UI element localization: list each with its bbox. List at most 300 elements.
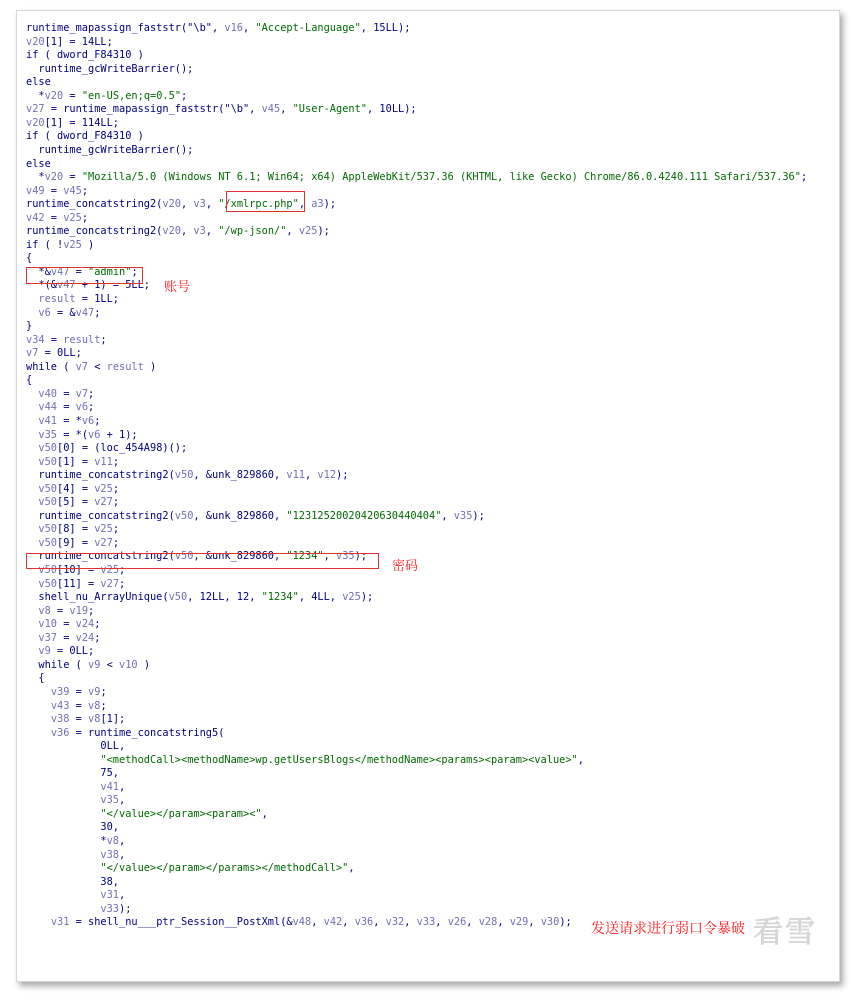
code-token: "12312520020420630440404"	[286, 509, 442, 522]
code-token: <	[88, 360, 107, 373]
code-token: shell_nu_ArrayUnique(	[26, 591, 169, 604]
code-token: runtime_concatstring2(	[26, 225, 163, 238]
code-line	[26, 495, 119, 509]
code-token: ,	[261, 807, 268, 820]
code-token: ,	[119, 794, 126, 807]
code-token: if	[26, 130, 39, 143]
code-token: {	[26, 252, 33, 265]
code-token: =	[69, 713, 89, 726]
code-token: );	[323, 198, 337, 211]
code-token: , &unk_829860,	[193, 509, 287, 522]
code-token	[26, 578, 38, 590]
code-token: v50	[38, 564, 58, 576]
code-token: );	[336, 469, 349, 482]
code-token: [1] = 14LL;	[44, 35, 113, 48]
code-token: if	[26, 49, 39, 62]
code-token: [1] = 114LL;	[44, 116, 120, 129]
code-token	[26, 618, 38, 630]
code-token: ;	[112, 536, 120, 549]
code-line	[26, 780, 125, 794]
code-token: ,	[342, 916, 355, 929]
code-token: v47	[57, 279, 76, 292]
code-token	[26, 456, 38, 468]
code-token: ,	[298, 198, 312, 211]
code-token: v27	[100, 577, 120, 590]
code-token: v42	[26, 211, 45, 224]
code-token: v27	[26, 103, 45, 116]
code-line	[26, 509, 485, 523]
code-token: v45	[261, 103, 281, 116]
code-token: =	[69, 265, 89, 278]
code-token: ,	[243, 22, 256, 34]
code-token: v11	[94, 455, 113, 468]
code-token: ;	[131, 265, 138, 278]
code-token: *&	[26, 265, 51, 278]
code-token: ,	[404, 916, 417, 929]
code-token: v12	[317, 469, 337, 482]
code-token: "Mozilla/5.0 (Windows NT 6.1; Win64; x64) AppleWebKit/537.36 (KHTML, like Gecko) Chrome/86.0.4240.111 Safari/537.36"	[81, 171, 801, 184]
code-token: v29	[509, 916, 529, 929]
code-token: ;	[112, 496, 120, 509]
code-token: v34	[26, 333, 45, 346]
code-token: =	[44, 184, 64, 197]
code-line	[26, 292, 119, 306]
code-token: v43	[50, 699, 70, 712]
code-token: ;	[112, 482, 120, 495]
code-token: <	[100, 658, 120, 671]
code-line	[26, 861, 355, 875]
code-token: v24	[75, 618, 95, 631]
code-token: v38	[100, 848, 120, 861]
code-token: v10	[119, 658, 138, 671]
password-annotation: 密码	[392, 559, 419, 574]
code-token	[26, 632, 38, 644]
code-token	[26, 605, 38, 617]
code-token: ,	[435, 916, 448, 929]
code-token: [5] =	[57, 496, 95, 509]
code-token: v6	[88, 428, 101, 441]
code-token	[26, 862, 100, 874]
code-token: =	[57, 401, 76, 414]
code-token: v25	[63, 211, 82, 224]
code-token	[26, 849, 100, 861]
code-line	[26, 211, 88, 225]
code-line	[26, 157, 51, 171]
code-line	[26, 387, 94, 401]
code-token: v9	[88, 685, 101, 698]
code-token: "Accept-Language"	[255, 22, 361, 34]
code-token: (	[69, 658, 89, 671]
code-token: , 12LL, 12,	[187, 591, 262, 604]
code-token	[26, 523, 38, 535]
code-token	[26, 401, 38, 413]
code-token: ,	[119, 889, 126, 902]
code-token: v50	[38, 482, 58, 495]
code-token: ,	[577, 753, 584, 766]
code-token: =	[57, 387, 76, 400]
code-token: 38,	[26, 875, 119, 888]
code-token: ,	[323, 550, 337, 563]
code-token: runtime_concatstring2(	[26, 469, 175, 482]
code-line	[26, 360, 156, 374]
code-token: "/wp-json/"	[218, 225, 287, 238]
code-line	[26, 577, 125, 591]
code-token: (	[57, 360, 76, 373]
code-token: "User-Agent"	[292, 103, 368, 116]
code-token: v9	[38, 645, 51, 658]
code-line	[26, 319, 32, 333]
code-line	[26, 793, 125, 807]
code-token: {	[26, 374, 33, 387]
code-token: ,	[497, 916, 510, 929]
code-token: v36	[50, 726, 70, 739]
code-token: v31	[50, 916, 70, 929]
code-token: ,	[441, 509, 454, 522]
code-line	[26, 441, 187, 455]
code-token: [11] =	[57, 577, 101, 590]
code-token: v19	[69, 604, 89, 617]
code-token: v11	[286, 469, 306, 482]
code-token: , 15LL);	[360, 22, 411, 34]
code-line	[26, 170, 807, 184]
code-line	[26, 631, 100, 645]
code-token: ;	[112, 523, 120, 536]
code-token: ,	[205, 198, 219, 211]
code-token	[26, 429, 38, 441]
code-token: );	[119, 902, 132, 915]
code-token: v7	[75, 360, 89, 373]
code-token: v20	[162, 198, 181, 211]
code-token: ;	[800, 171, 808, 184]
code-token: );	[360, 591, 374, 604]
code-token: ( dword_F84310 )	[38, 49, 144, 62]
code-token: v35	[336, 550, 355, 563]
code-token: else	[26, 76, 51, 89]
code-token: v50	[174, 509, 194, 522]
code-token: v50	[38, 455, 58, 468]
code-line	[26, 712, 125, 726]
code-token: *(&	[26, 279, 57, 292]
code-token: ,	[348, 862, 355, 875]
code-line	[26, 522, 119, 536]
code-token: , &unk_829860,	[193, 550, 287, 563]
code-token: ;	[88, 387, 95, 400]
code-token: result	[38, 293, 76, 305]
code-line	[26, 617, 100, 631]
code-line	[26, 915, 572, 929]
code-line	[26, 428, 138, 442]
code-token: v50	[168, 591, 188, 604]
code-token: v33	[100, 902, 120, 915]
code-token: v35	[100, 794, 120, 807]
code-token: v20	[162, 225, 181, 238]
code-token	[26, 794, 100, 806]
code-token: v35	[38, 428, 58, 441]
code-token: v41	[100, 780, 120, 793]
code-line	[26, 888, 125, 902]
code-token: }	[26, 320, 33, 333]
code-token: result	[106, 360, 144, 373]
code-token: );	[472, 509, 485, 522]
code-token: v25	[94, 523, 113, 536]
code-line	[26, 468, 348, 482]
code-token	[26, 754, 100, 766]
code-token: v50	[38, 523, 58, 536]
code-token: [0] = (loc_454A98)();	[57, 442, 188, 455]
code-line	[26, 251, 32, 265]
code-token	[26, 727, 51, 739]
code-line	[26, 116, 119, 130]
code-line	[26, 21, 410, 35]
code-token: = runtime_mapassign_faststr("\b",	[44, 103, 262, 116]
code-token: = 1LL;	[75, 293, 120, 305]
code-token: "</value></param></params></methodCall>"	[100, 862, 349, 875]
code-token: 30,	[26, 821, 119, 834]
code-token: v25	[100, 564, 120, 576]
code-token: "en-US,en;q=0.5"	[81, 89, 182, 102]
code-token: v25	[63, 238, 82, 251]
code-line	[26, 400, 94, 414]
code-line	[26, 455, 119, 469]
code-token: *	[26, 89, 45, 102]
code-token: v8	[88, 713, 101, 726]
code-token: v50	[38, 577, 58, 590]
code-token	[26, 808, 100, 820]
code-token: v20	[26, 35, 45, 48]
code-line	[26, 644, 94, 658]
code-token: = 0LL;	[38, 347, 82, 360]
code-token: "<methodCall><methodName>wp.getUsersBlogs</methodName><params><param><value>"	[100, 753, 578, 766]
code-token	[26, 916, 51, 928]
code-token: =	[57, 618, 76, 631]
code-token: v39	[50, 685, 70, 698]
account-annotation: 账号	[164, 280, 191, 295]
code-token: ,	[528, 916, 541, 929]
code-token: ;	[119, 564, 126, 576]
code-token: v6	[81, 414, 95, 427]
code-token: v50	[38, 496, 58, 509]
code-token: );	[317, 225, 330, 238]
code-token: ,	[373, 916, 386, 929]
code-line	[26, 482, 119, 496]
bruteforce-annotation: 发送请求进行弱口令暴破	[591, 921, 745, 937]
code-token: ,	[466, 916, 479, 929]
code-line	[26, 224, 330, 238]
code-token: ;	[88, 604, 95, 617]
code-token: v3	[193, 225, 206, 238]
code-token: )	[81, 238, 95, 251]
code-line	[26, 739, 125, 753]
code-token: ,	[286, 225, 299, 238]
code-line	[26, 333, 107, 347]
code-token: )	[143, 360, 157, 373]
code-token: [1];	[100, 713, 126, 726]
code-token: v32	[385, 916, 405, 929]
code-token: ;	[94, 306, 101, 319]
code-token: =	[44, 333, 64, 346]
code-token: = runtime_concatstring5(	[69, 726, 225, 739]
code-line	[26, 820, 119, 834]
code-line	[26, 848, 125, 862]
code-token: v20	[26, 116, 45, 129]
code-token: , 4LL,	[298, 591, 343, 604]
code-token: v3	[193, 198, 206, 211]
code-token: ,	[280, 103, 293, 116]
code-token: [4] =	[57, 482, 95, 495]
code-token: runtime_concatstring2(	[26, 509, 175, 522]
code-token: v16	[224, 22, 243, 34]
code-token: v44	[38, 401, 58, 414]
code-token: v50	[174, 469, 194, 482]
code-line	[26, 590, 373, 604]
code-token: v9	[88, 658, 101, 671]
code-token: v28	[478, 916, 498, 929]
code-token	[26, 442, 38, 454]
code-token: ;	[81, 211, 89, 224]
code-line	[26, 89, 187, 103]
code-token: + 1) = 5LL;	[75, 279, 151, 292]
code-token	[26, 686, 51, 698]
code-line	[26, 671, 45, 685]
code-token: while	[26, 658, 70, 671]
code-token: v40	[38, 387, 58, 400]
code-token: ;	[94, 631, 101, 644]
code-line	[26, 184, 88, 198]
password-highlight-box	[26, 553, 379, 569]
code-token: a3	[311, 198, 324, 211]
code-token: [1] =	[57, 455, 95, 468]
code-line	[26, 604, 94, 618]
code-line	[26, 102, 417, 116]
code-token: );	[354, 550, 368, 563]
code-token: v7	[26, 347, 39, 360]
code-token: v36	[354, 916, 374, 929]
code-token	[26, 483, 38, 495]
code-line	[26, 75, 51, 89]
code-token: ;	[94, 618, 101, 631]
code-token: "1234"	[261, 591, 299, 604]
code-token: , 10LL);	[367, 103, 417, 116]
code-token: v41	[38, 414, 58, 427]
code-token: =	[69, 699, 89, 712]
code-token	[26, 307, 38, 319]
code-token: v25	[94, 482, 113, 495]
code-token: =	[63, 89, 82, 102]
code-token: ;	[100, 685, 107, 698]
code-token	[26, 700, 51, 712]
code-token: v35	[453, 509, 473, 522]
code-token: v25	[298, 225, 318, 238]
code-line	[26, 129, 144, 143]
code-token: ;	[100, 699, 107, 712]
code-token: =	[63, 171, 82, 184]
code-token: ,	[119, 835, 126, 847]
code-token	[26, 496, 38, 508]
code-token: v50	[174, 550, 194, 563]
code-token: , &unk_829860,	[193, 469, 287, 482]
code-line	[26, 753, 584, 767]
code-token: ,	[119, 780, 126, 793]
code-token: v45	[63, 184, 82, 197]
code-token: runtime_concatstring2(	[26, 550, 175, 563]
code-token: *	[26, 835, 107, 847]
code-token: "admin"	[88, 265, 132, 278]
code-line	[26, 699, 107, 713]
decompiler-pseudocode-view[interactable]	[16, 10, 840, 982]
code-token: v49	[26, 184, 45, 197]
code-token: "</value></param><param><"	[100, 807, 262, 820]
code-line	[26, 658, 150, 672]
code-token: =	[50, 604, 70, 617]
code-line	[26, 834, 125, 848]
code-token	[26, 537, 38, 549]
code-token	[26, 645, 38, 657]
code-token: ,	[305, 469, 318, 482]
code-token: v7	[75, 387, 89, 400]
code-token: v37	[38, 631, 58, 644]
code-token	[26, 889, 100, 901]
code-line	[26, 875, 119, 889]
code-token: = *(	[57, 428, 89, 441]
code-token: v8	[106, 835, 119, 847]
code-token: "1234"	[286, 550, 324, 563]
code-line	[26, 685, 107, 699]
code-token: runtime_mapassign_faststr("\b",	[26, 22, 225, 34]
code-token	[26, 903, 100, 915]
code-token: =	[44, 211, 64, 224]
code-token: =	[57, 631, 76, 644]
code-line	[26, 726, 224, 740]
code-token: ( dword_F84310 )	[38, 130, 144, 143]
code-token: ,	[181, 225, 194, 238]
xmlrpc-highlight-box	[226, 191, 305, 212]
code-token: v47	[50, 265, 70, 278]
code-token	[26, 713, 51, 725]
code-token: if	[26, 238, 39, 251]
code-token: )	[137, 658, 151, 671]
kanxue-watermark: 看雪	[753, 915, 817, 950]
code-token	[26, 415, 38, 427]
code-token: ,	[119, 848, 126, 861]
code-line	[26, 536, 119, 550]
code-token: ;	[112, 455, 120, 468]
code-line	[26, 902, 131, 916]
code-token	[26, 781, 100, 793]
code-token: else	[26, 157, 51, 170]
code-token: ;	[81, 184, 89, 197]
code-token: = &	[50, 306, 76, 319]
code-token: ;	[181, 89, 188, 102]
code-line	[26, 346, 82, 360]
code-token: result	[63, 333, 101, 346]
code-token: ;	[100, 333, 107, 346]
code-token: + 1);	[100, 428, 138, 441]
code-token: v20	[44, 89, 64, 102]
code-token: v48	[292, 916, 312, 929]
code-token: [9] =	[57, 536, 95, 549]
admin-highlight-box	[26, 267, 143, 284]
code-token: v10	[38, 618, 58, 631]
code-token: [10] =	[57, 564, 101, 576]
code-token: v47	[75, 306, 95, 319]
code-token: = shell_nu___ptr_Session__PostXml(&	[69, 916, 293, 929]
code-token: ,	[181, 198, 194, 211]
code-token: v33	[416, 916, 436, 929]
code-token: v26	[447, 916, 467, 929]
code-token: ( !	[38, 238, 64, 251]
code-token: v25	[342, 591, 361, 604]
code-line	[26, 306, 100, 320]
